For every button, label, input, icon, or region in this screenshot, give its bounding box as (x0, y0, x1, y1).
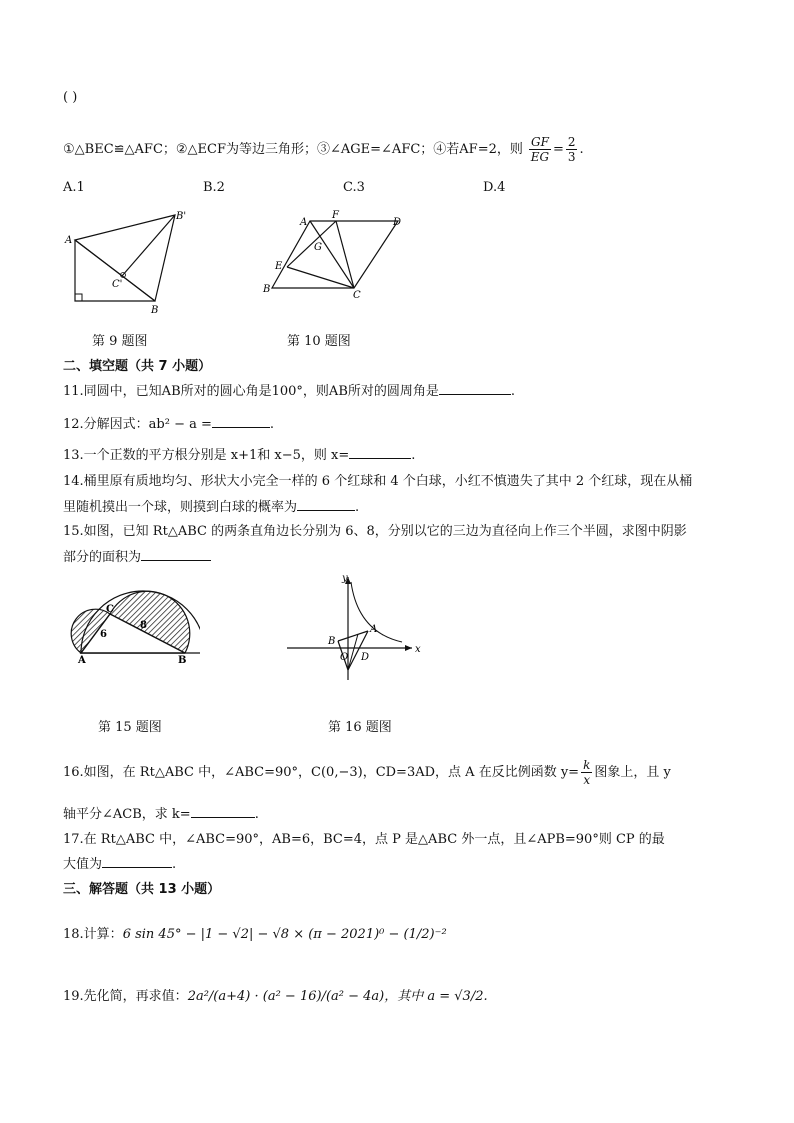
fig10-label-b: B (263, 284, 271, 295)
section-solve: 三、解答题（共 13 小题） (63, 882, 221, 897)
figure-9 (60, 205, 190, 320)
fig15-caption: 第 15 题图 (98, 720, 162, 735)
q17-line2: 大值为 . (63, 857, 177, 872)
fig15-label-c: C (106, 604, 114, 615)
option-c: C.3 (343, 180, 365, 195)
figure-15 (60, 580, 200, 665)
fig9-caption: 第 9 题图 (92, 334, 148, 349)
q11: 11.同圆中，已知AB所对的圆心角是100°，则AB所对的圆周角是 . (63, 384, 516, 399)
fig15-label-a: A (78, 655, 86, 665)
fig10-caption: 第 10 题图 (287, 334, 351, 349)
fig10-label-f: F (332, 210, 339, 221)
fig15-label-6: 6 (100, 629, 107, 640)
q15-line2: 部分的面积为 (63, 546, 211, 565)
q15-line1: 15.如图，已知 Rt△ABC 的两条直角边长分别为 6、8，分别以它的三边为直径向上作三个半圆，求图中阴影 (63, 524, 687, 539)
fig16-label-b: B (328, 636, 336, 647)
q14-line1: 14.桶里原有质地均匀、形状大小完全一样的 6 个红球和 4 个白球，小红不慎遗失了其中 2 个红球，现在从桶 (63, 474, 693, 489)
q10-statements: ①△BEC≌△AFC；②△ECF为等边三角形；③∠AGE=∠AFC；④若AF=2，则 $\frac{GF}{EG}$ = $\frac{2}{3}$ . (63, 135, 584, 164)
fig15-label-b: B (178, 655, 187, 665)
fig9-label-b: B (151, 305, 159, 316)
q14-line2: 里随机摸出一个球，则摸到白球的概率为 . (63, 500, 360, 515)
figure-16 (282, 572, 432, 687)
option-d: D.4 (483, 180, 506, 195)
fig16-label-y: y (342, 573, 348, 584)
fig16-caption: 第 16 题图 (328, 720, 392, 735)
fig9-label-c-prime: C' (112, 279, 123, 290)
q10-value: $\frac{2}{3}$ (567, 135, 576, 164)
q10-text: ①△BEC≌△AFC；②△ECF为等边三角形；③∠AGE=∠AFC；④若AF=2，则 (63, 142, 523, 157)
q17-line1: 17.在 Rt△ABC 中，∠ABC=90°，AB=6，BC=4，点 P 是△ABC 外一点，且∠APB=90°则 CP 的最 (63, 832, 665, 847)
fig16-label-x: x (415, 644, 421, 655)
q13: 13.一个正数的平方根分别是 x+1和 x−5，则 x= . (63, 448, 416, 463)
q10-ratio: $\frac{GF}{EG}$ (530, 135, 550, 164)
fig16-label-d: D (361, 652, 370, 663)
fig9-label-b-prime: B' (176, 211, 187, 222)
fig16-label-a: A (370, 624, 378, 635)
q18-expression: 6 sin 45° − |1 − √2| − √8 × (π − 2021)⁰ − (1/2)⁻² (122, 927, 447, 942)
q18: 18.计算：6 sin 45° − |1 − √2| − √8 × (π − 2021)⁰ − (1/2)⁻² (63, 927, 447, 942)
fig10-label-c: C (353, 290, 361, 300)
option-b: B.2 (203, 180, 225, 195)
q16-line2: 轴平分∠ACB，求 k= . (63, 807, 259, 822)
fig10-label-g: G (314, 242, 322, 253)
fig10-label-e: E (275, 261, 283, 272)
q16-line1: 16.如图，在 Rt△ABC 中，∠ABC=90°，C(0,−3)，CD=3AD，点 A 在反比例函数 y= $\frac{k}{x}$ 图象上，且 y (63, 758, 671, 787)
fig15-label-8: 8 (140, 620, 147, 631)
section-fill-in: 二、填空题（共 7 小题） (63, 359, 212, 374)
fig10-label-d: D (393, 217, 402, 228)
q19-expression: 2a²/(a+4) · (a² − 16)/(a² − 4a)，其中 a = √3/2. (187, 989, 488, 1004)
q19: 19.先化简，再求值：2a²/(a+4) · (a² − 16)/(a² − 4a)，其中 a = √3/2. (63, 989, 488, 1004)
answer-paren: ( ) (63, 90, 78, 105)
figure-10 (258, 205, 418, 300)
option-a: A.1 (63, 180, 85, 195)
fig10-label-a: A (300, 217, 308, 228)
fig9-label-a: A (65, 235, 73, 246)
q12: 12.分解因式：ab² − a = . (63, 417, 275, 432)
fig16-label-o: O (340, 652, 349, 663)
